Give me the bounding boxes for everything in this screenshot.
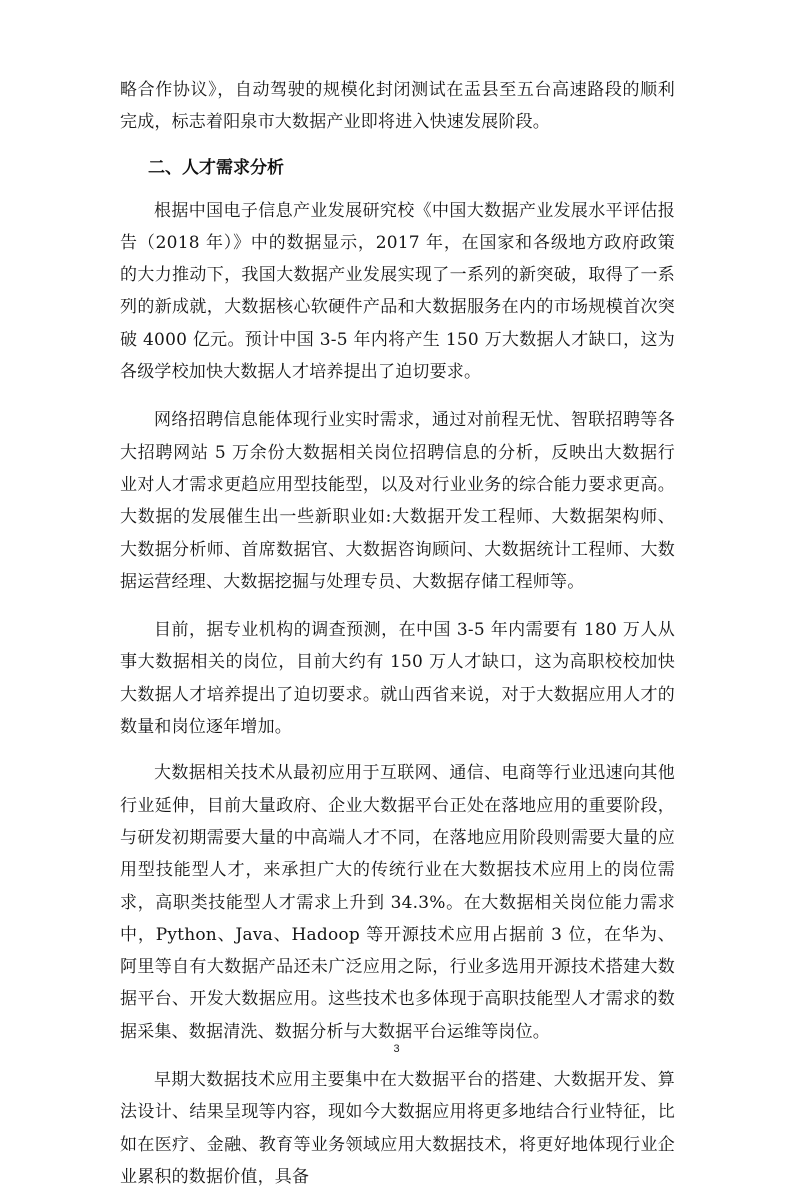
paragraph-technology-demand: 大数据相关技术从最初应用于互联网、通信、电商等行业迅速向其他行业延伸，目前大量政府、企业大数据平台正处在落地应用的重要阶段，与研发初期需要大量的中高端人才不同，在落地应用阶段则需要大量的应用型技能型人才，来承担广大的传统行业在大数据技术应用上的岗位需求，高职类技能型人才需求上升到 34.3%。在大数据相关岗位能力需求中，Python、Java、Hadoop 等开源技术应用占据前 3 位，在华为、阿里等自有大数据产品还未广泛应用之际，行业多选用开源技术搭建大数据平台、开发大数据应用。这些技术也多体现于高职技能型人才需求的数据采集、数据清洗、数据分析与大数据平台运维等岗位。 bbox=[120, 763, 675, 1042]
paragraph-market-scale: 根据中国电子信息产业发展研究校《中国大数据产业发展水平评估报告（2018 年）》中的数据显示，2017 年，在国家和各级地方政府政策的大力推动下，我国大数据产业发展实现了一系列的新突破，取得了一系列的新成就，大数据核心软硬件产品和大数据服务在内的市场规模首次突破 4000 亿元。预计中国 3-5 年内将产生 150 万大数据人才缺口，这为各级学校加快大数据人才培养提出了迫切要求。 bbox=[120, 200, 675, 383]
paragraph-talent-gap: 目前，据专业机构的调查预测，在中国 3-5 年内需要有 180 万人从事大数据相关的岗位，目前大约有 150 万人才缺口，这为高职校校加快大数据人才培养提出了迫切要求。就山西省来说，对于大数据应用人才的数量和岗位逐年增加。 bbox=[120, 620, 675, 738]
page-body bbox=[120, 74, 675, 1193]
page-number: 3 bbox=[393, 1043, 400, 1055]
paragraph-application-trend: 早期大数据技术应用主要集中在大数据平台的搭建、大数据开发、算法设计、结果呈现等内容，现如今大数据应用将更多地结合行业特征，比如在医疗、金融、教育等业务领域应用大数据技术，将更好地体现行业企业累积的数据价值，具备 bbox=[120, 1070, 675, 1187]
section-heading: 二、人才需求分析 bbox=[148, 157, 284, 178]
paragraph-continuation: 略合作协议》，自动驾驶的规模化封闭测试在盂县至五台高速路段的顺利完成，标志着阳泉市大数据产业即将进入快速发展阶段。 bbox=[120, 80, 675, 133]
paragraph-recruitment-analysis: 网络招聘信息能体现行业实时需求，通过对前程无忧、智联招聘等各大招聘网站 5 万余份大数据相关岗位招聘信息的分析，反映出大数据行业对人才需求更趋应用型技能型，以及对行业业务的综合能力要求更高。大数据的发展催生出一些新职业如:大数据开发工程师、大数据架构师、大数据分析师、首席数据官、大数据咨询顾问、大数据统计工程师、大数据运营经理、大数据挖掘与处理专员、大数据存储工程师等。 bbox=[120, 410, 675, 592]
